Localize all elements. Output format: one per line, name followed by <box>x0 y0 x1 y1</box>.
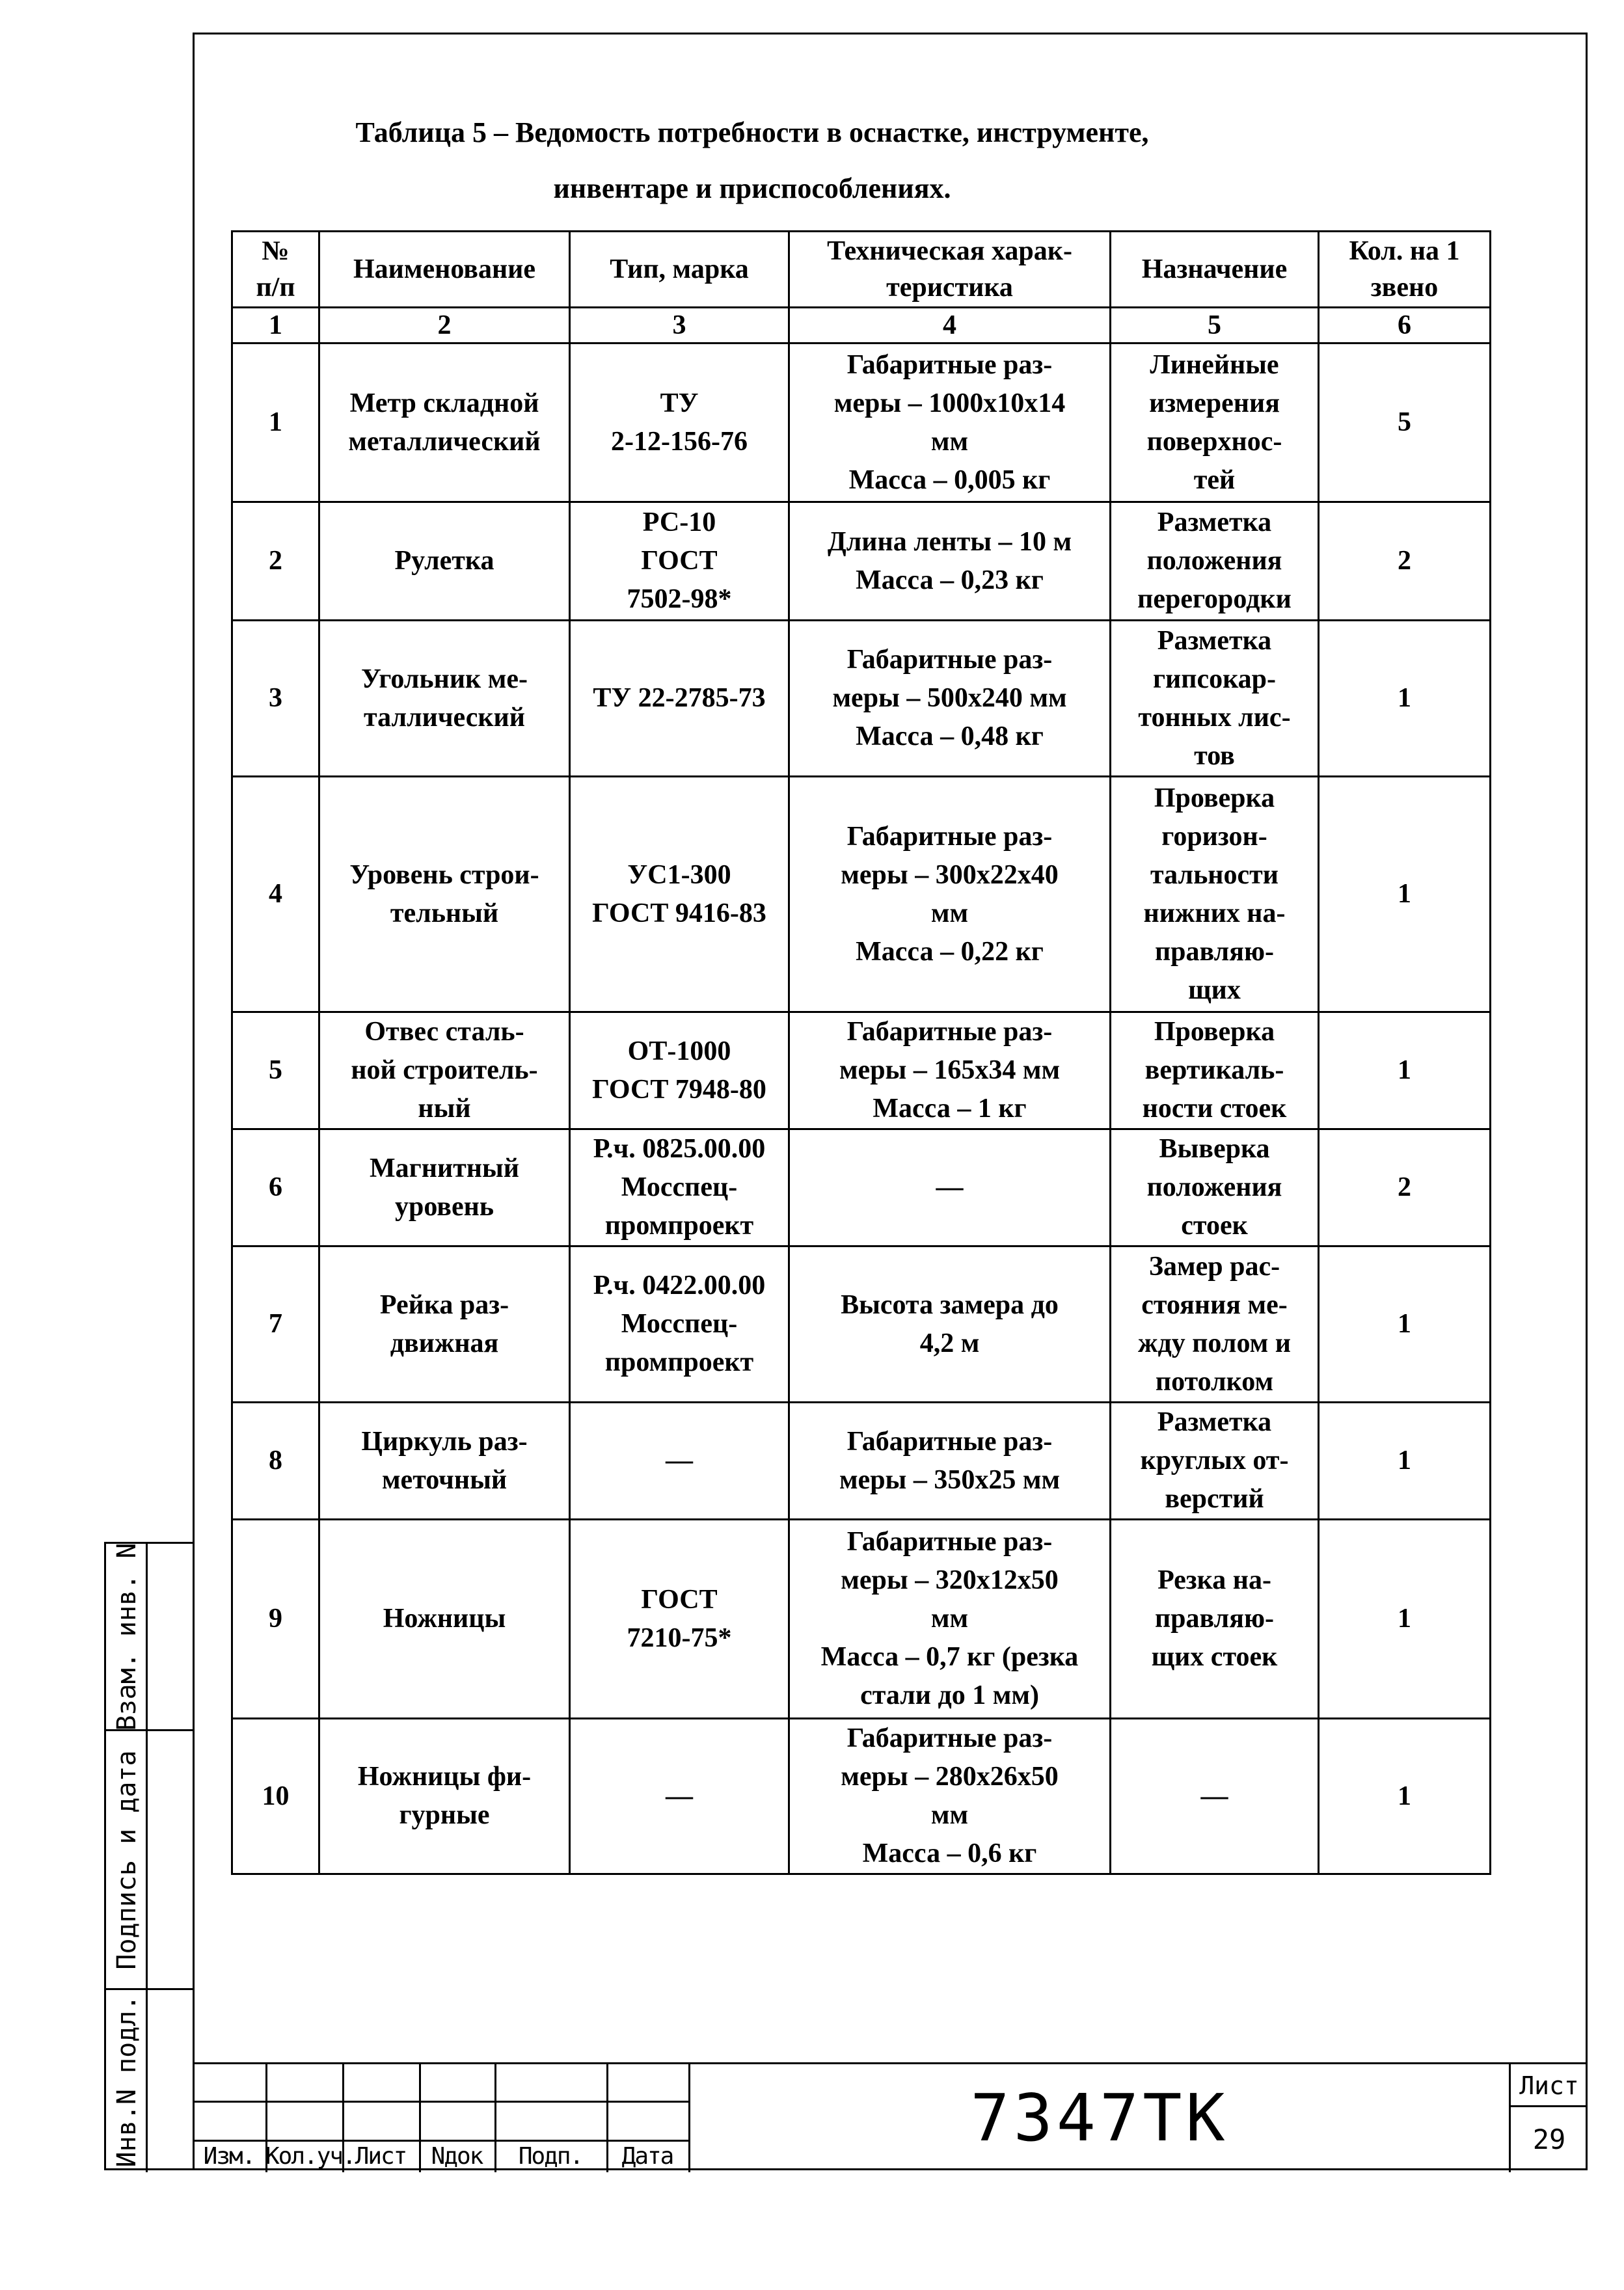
cell-text-line: щих <box>1188 975 1241 1005</box>
cell-text-line: потолком <box>1155 1366 1274 1397</box>
cell-text-line: меры – 500х240 мм <box>832 683 1067 713</box>
cell-text-line: ный <box>418 1094 471 1124</box>
quantity-cell: 1 <box>1319 621 1491 777</box>
cell-text-line: ТУ <box>660 388 699 418</box>
cell-text-line: Резка на- <box>1157 1565 1271 1595</box>
side-stamp <box>104 1542 193 2170</box>
name-cell <box>319 1403 570 1520</box>
side-stamp-divider <box>106 1544 148 2172</box>
sheet-label: Лист <box>1511 2064 1588 2107</box>
cell-text-line: ГОСТ 7948-80 <box>592 1074 766 1105</box>
name-cell <box>319 344 570 502</box>
name-cell <box>319 1246 570 1403</box>
title-block <box>193 2062 1588 2170</box>
purpose-cell <box>1111 502 1319 621</box>
column-header-text: Назначение <box>1141 254 1288 284</box>
cell-text-line: тонных лис- <box>1138 702 1291 733</box>
cell-text-line: Габаритные раз- <box>846 1426 1053 1457</box>
cell-text-line: уровень <box>394 1191 494 1222</box>
column-header-text: Наименование <box>353 254 535 284</box>
cell-text-line: 2-12-156-76 <box>611 426 748 457</box>
cell-text-line: Ножницы фи- <box>357 1762 532 1792</box>
table-row <box>232 1719 1491 1874</box>
cell-text-line: металлический <box>348 426 541 457</box>
purpose-cell <box>1111 344 1319 502</box>
spec-cell <box>789 1403 1111 1520</box>
spec-cell <box>789 1246 1111 1403</box>
cell-text-line: таллический <box>364 702 525 733</box>
cell-text-line: Отвес сталь- <box>364 1017 524 1047</box>
sheet-number: 29 <box>1532 2123 1566 2155</box>
purpose-cell <box>1111 1246 1319 1403</box>
cell-text-line: Длина ленты – 10 м <box>827 526 1072 557</box>
table-row <box>232 1129 1491 1246</box>
cell-text-line: Габаритные раз- <box>846 821 1053 852</box>
quantity-cell: 1 <box>1319 777 1491 1012</box>
cell-text-line: 4,2 м <box>919 1328 980 1358</box>
cell-text-line: Р.ч. 0825.00.00 <box>593 1134 766 1164</box>
cell-text-line: Разметка <box>1157 507 1272 537</box>
cell-text-line: 7502-98* <box>627 584 732 614</box>
cell-text-line: измерения <box>1149 388 1280 418</box>
type-cell <box>570 1246 789 1403</box>
type-cell <box>570 1129 789 1246</box>
ndok-label: Nдок <box>431 2143 483 2170</box>
cell-text-line: Габаритные раз- <box>846 349 1053 380</box>
cell-text-line: Разметка <box>1157 1407 1272 1437</box>
cell-text-line: нижних на- <box>1143 898 1286 928</box>
column-header <box>570 232 789 308</box>
podpis-data-label: Подпись и дата <box>112 1749 142 1970</box>
cell-text-line: меточный <box>381 1464 508 1495</box>
cell-text-line: ОТ-1000 <box>627 1036 731 1066</box>
cell-text-line: горизон- <box>1161 821 1267 852</box>
cell-text-line: движная <box>390 1328 499 1358</box>
cell-text-line: поверхнос- <box>1146 426 1282 457</box>
quantity-cell: 1 <box>1319 1719 1491 1874</box>
cell-text-line: тальности <box>1150 859 1279 890</box>
cell-text-line: гипсокар- <box>1152 664 1277 694</box>
type-cell <box>570 621 789 777</box>
cell-text-line: РС-10 <box>642 507 716 537</box>
cell-text-line: тельный <box>390 898 499 928</box>
cell-text-line: Угольник ме- <box>361 664 528 694</box>
cell-text-line: — <box>936 1172 964 1202</box>
type-cell <box>570 1012 789 1129</box>
name-cell <box>319 1719 570 1874</box>
table-row <box>232 502 1491 621</box>
cell-text-line: Проверка <box>1154 783 1275 813</box>
quantity-cell: 2 <box>1319 502 1491 621</box>
cell-text-line: положения <box>1146 546 1282 576</box>
name-cell <box>319 1012 570 1129</box>
cell-text-line: ТУ 22-2785-73 <box>593 683 766 713</box>
name-cell <box>319 1520 570 1719</box>
cell-text-line: меры – 300х22х40 <box>841 859 1059 890</box>
cell-text-line: Масса – 0,6 кг <box>862 1839 1037 1868</box>
type-cell <box>570 1403 789 1520</box>
vzam-inv-blank <box>148 1544 195 1731</box>
column-header-text: Кол. на 1 <box>1349 236 1460 266</box>
name-cell <box>319 502 570 621</box>
table-row <box>232 621 1491 777</box>
cell-text-line: мм <box>930 898 969 928</box>
column-header-text: № <box>262 236 290 266</box>
cell-text-line: Циркуль раз- <box>361 1426 528 1457</box>
row-number-cell: 2 <box>232 502 319 621</box>
column-number: 3 <box>570 308 789 344</box>
data-label: Дата <box>621 2143 673 2170</box>
document-code: 7347ТК <box>688 2064 1511 2172</box>
cell-text-line: мм <box>930 1800 969 1830</box>
type-cell <box>570 344 789 502</box>
column-number: 4 <box>789 308 1111 344</box>
purpose-cell <box>1111 621 1319 777</box>
spec-cell <box>789 1129 1111 1246</box>
column-header <box>232 232 319 308</box>
row-number-cell: 5 <box>232 1012 319 1129</box>
cell-text-line: Рулетка <box>394 546 494 576</box>
column-number-row <box>232 308 1491 344</box>
column-header-text: теристика <box>886 273 1013 303</box>
cell-text-line: положения <box>1146 1172 1282 1202</box>
cell-text-line: круглых от- <box>1140 1446 1289 1475</box>
cell-text-line: вертикаль- <box>1144 1055 1284 1085</box>
cell-text-line: верстий <box>1165 1484 1264 1514</box>
cell-text-line: меры – 350х25 мм <box>839 1464 1061 1495</box>
spec-cell <box>789 1012 1111 1129</box>
cell-text-line: мм <box>930 1604 969 1634</box>
column-number: 1 <box>232 308 319 344</box>
spec-cell <box>789 777 1111 1012</box>
cell-text-line: Высота замера до <box>841 1289 1059 1320</box>
column-header-text: Техническая харак- <box>827 236 1072 266</box>
cell-text-line: промпроект <box>604 1211 754 1241</box>
purpose-cell <box>1111 1403 1319 1520</box>
cell-text-line: перегородки <box>1137 584 1292 614</box>
cell-text-line: Габаритные раз- <box>846 1527 1053 1557</box>
cell-text-line: Масса – 0,7 кг (резка <box>820 1642 1079 1672</box>
cell-text-line: — <box>666 1781 693 1811</box>
quantity-cell: 1 <box>1319 1012 1491 1129</box>
podp-label: Подп. <box>518 2143 583 2170</box>
name-cell <box>319 1129 570 1246</box>
purpose-cell <box>1111 1129 1319 1246</box>
table-row <box>232 1520 1491 1719</box>
cell-text-line: Масса – 0,23 кг <box>856 565 1044 595</box>
table-header-row <box>232 232 1491 308</box>
column-header <box>1111 232 1319 308</box>
list-label: Лист <box>355 2143 407 2170</box>
type-cell <box>570 1520 789 1719</box>
quantity-cell: 1 <box>1319 1246 1491 1403</box>
cell-text-line: Мосспец- <box>621 1309 738 1339</box>
cell-text-line: Линейные <box>1150 349 1279 380</box>
cell-text-line: 7210-75* <box>627 1623 732 1653</box>
cell-text-line: промпроект <box>604 1347 754 1377</box>
equipment-table <box>231 230 1491 1875</box>
row-number-cell: 3 <box>232 621 319 777</box>
cell-text-line: правляю- <box>1154 936 1275 967</box>
column-number: 5 <box>1111 308 1319 344</box>
cell-text-line: Масса – 0,48 кг <box>856 721 1044 751</box>
column-header <box>789 232 1111 308</box>
cell-text-line: гурные <box>399 1800 490 1830</box>
table-row <box>232 777 1491 1012</box>
cell-text-line: Мосспец- <box>621 1172 738 1202</box>
kol-uch-label: Кол.уч. <box>265 2143 355 2170</box>
cell-text-line: тей <box>1193 465 1236 495</box>
cell-text-line: стоек <box>1181 1211 1248 1241</box>
cell-text-line: Замер рас- <box>1148 1251 1280 1282</box>
row-number-cell: 8 <box>232 1403 319 1520</box>
izm-label: Изм. <box>203 2143 255 2170</box>
cell-text-line: тов <box>1194 740 1235 771</box>
spec-cell <box>789 1719 1111 1874</box>
cell-text-line: Разметка <box>1157 625 1272 656</box>
cell-text-line: ГОСТ <box>641 546 718 576</box>
table-row <box>232 344 1491 502</box>
quantity-cell: 2 <box>1319 1129 1491 1246</box>
row-number-cell: 7 <box>232 1246 319 1403</box>
spec-cell <box>789 502 1111 621</box>
table-title-line-1: Таблица 5 – Ведомость потребности в оснастке, инструменте, <box>355 116 1149 148</box>
column-header-text: п/п <box>256 273 295 303</box>
cell-text-line: Рейка раз- <box>379 1289 509 1320</box>
quantity-cell: 1 <box>1319 1520 1491 1719</box>
table-row <box>232 1012 1491 1129</box>
cell-text-line: стояния ме- <box>1141 1289 1288 1320</box>
name-cell <box>319 621 570 777</box>
inv-podl-label: Инв.N подл. <box>112 1995 142 2168</box>
cell-text-line: — <box>1200 1781 1228 1811</box>
podpis-data-blank <box>148 1731 195 1990</box>
column-header-text: звено <box>1370 273 1439 303</box>
cell-text-line: Габаритные раз- <box>846 1017 1053 1047</box>
cell-text-line: ной строитель- <box>351 1055 538 1085</box>
cell-text-line: УС1-300 <box>627 859 731 890</box>
row-number-cell: 1 <box>232 344 319 502</box>
cell-text-line: правляю- <box>1154 1604 1275 1634</box>
column-header <box>1319 232 1491 308</box>
purpose-cell <box>1111 777 1319 1012</box>
type-cell <box>570 777 789 1012</box>
table-row <box>232 1403 1491 1520</box>
cell-text-line: меры – 1000х10х14 <box>833 388 1066 418</box>
cell-text-line: меры – 320х12х50 <box>841 1565 1059 1595</box>
spec-cell <box>789 621 1111 777</box>
column-number: 6 <box>1319 308 1491 344</box>
cell-text-line: щих стоек <box>1151 1642 1278 1672</box>
cell-text-line: Магнитный <box>370 1153 519 1183</box>
spec-cell <box>789 1520 1111 1719</box>
row-number-cell: 4 <box>232 777 319 1012</box>
cell-text-line: Метр складной <box>349 388 539 418</box>
cell-text-line: Габаритные раз- <box>846 645 1053 675</box>
cell-text-line: Масса – 0,22 кг <box>856 936 1044 967</box>
quantity-cell: 1 <box>1319 1403 1491 1520</box>
column-header-text: Тип, марка <box>610 254 749 284</box>
row-number-cell: 9 <box>232 1520 319 1719</box>
name-cell <box>319 777 570 1012</box>
cell-text-line: ГОСТ <box>641 1584 718 1615</box>
spec-cell <box>789 344 1111 502</box>
column-header <box>319 232 570 308</box>
revision-grid <box>193 2064 688 2172</box>
cell-text-line: меры – 280х26х50 <box>841 1762 1059 1792</box>
cell-text-line: ности стоек <box>1142 1094 1287 1124</box>
cell-text-line: меры – 165х34 мм <box>839 1055 1061 1085</box>
cell-text-line: мм <box>930 426 969 457</box>
cell-text-line: Масса – 0,005 кг <box>848 465 1051 495</box>
cell-text-line: Р.ч. 0422.00.00 <box>593 1271 766 1300</box>
quantity-cell: 5 <box>1319 344 1491 502</box>
cell-text-line: — <box>666 1446 693 1475</box>
type-cell <box>570 1719 789 1874</box>
table-row <box>232 1246 1491 1403</box>
type-cell <box>570 502 789 621</box>
table-title-line-2: инвентаре и приспособлениях. <box>553 172 951 204</box>
cell-text-line: Ножницы <box>383 1604 506 1634</box>
cell-text-line: Уровень строи- <box>349 859 539 890</box>
cell-text-line: ГОСТ 9416-83 <box>592 898 766 928</box>
purpose-cell <box>1111 1012 1319 1129</box>
row-number-cell: 10 <box>232 1719 319 1874</box>
cell-text-line: Габаритные раз- <box>846 1723 1053 1753</box>
cell-text-line: Выверка <box>1159 1134 1270 1164</box>
row-number-cell: 6 <box>232 1129 319 1246</box>
column-number: 2 <box>319 308 570 344</box>
cell-text-line: Проверка <box>1154 1017 1275 1047</box>
vzam-inv-label: Взам. инв. N <box>112 1542 142 1731</box>
purpose-cell <box>1111 1520 1319 1719</box>
cell-text-line: стали до 1 мм) <box>860 1680 1039 1710</box>
cell-text-line: жду полом и <box>1138 1328 1291 1358</box>
purpose-cell <box>1111 1719 1319 1874</box>
cell-text-line: Масса – 1 кг <box>873 1094 1027 1124</box>
